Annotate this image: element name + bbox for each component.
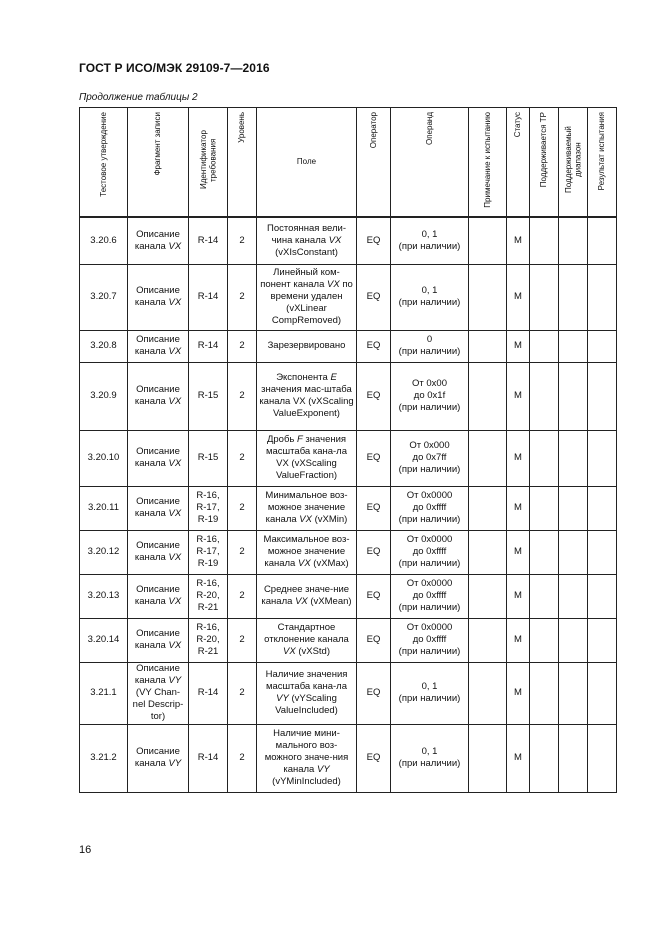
cell-operand: 0, 1 (при наличии)	[391, 724, 469, 792]
cell-field	[257, 530, 357, 574]
cell-assertion: 3.20.8	[80, 330, 128, 362]
fragment-part: VX	[168, 640, 182, 651]
field-part: Стандартное отклонение канала	[264, 622, 349, 645]
header-col-fragment	[128, 108, 189, 218]
header-label: Фрагмент записи	[153, 112, 163, 176]
cell-range	[559, 724, 588, 792]
field-part: Зарезервировано	[267, 340, 346, 351]
header-col-range	[559, 108, 588, 218]
cell-fragment	[128, 618, 189, 662]
cell-result	[588, 662, 617, 724]
requirements-table	[79, 107, 617, 793]
cell-note	[469, 217, 507, 264]
cell-result	[588, 264, 617, 330]
cell-level: 2	[228, 724, 257, 792]
cell-level: 2	[228, 362, 257, 430]
field-part: (vXMean)	[307, 596, 352, 607]
cell-assertion: 3.21.2	[80, 724, 128, 792]
cell-operand: 0, 1 (при наличии)	[391, 662, 469, 724]
cell-result	[588, 530, 617, 574]
fragment-part: VX	[168, 596, 182, 607]
header-label: Примечание к испытанию	[482, 112, 492, 208]
cell-note	[469, 530, 507, 574]
cell-status: M	[507, 362, 530, 430]
field-part: VX	[328, 234, 342, 246]
cell-range	[559, 217, 588, 264]
cell-range	[559, 486, 588, 530]
cell-status: M	[507, 217, 530, 264]
cell-operand: 0, 1 (при наличии)	[391, 264, 469, 330]
cell-req-id: R-15	[189, 362, 228, 430]
cell-range	[559, 618, 588, 662]
header-label: Идентификатор требования	[198, 130, 217, 190]
field-part: F	[296, 434, 303, 445]
cell-field	[257, 264, 357, 330]
fragment-part: VX	[168, 458, 182, 469]
cell-operator: EQ	[357, 618, 391, 662]
fragment-part: Описание канала	[134, 446, 180, 469]
cell-status: M	[507, 486, 530, 530]
cell-note	[469, 330, 507, 362]
cell-fragment	[128, 486, 189, 530]
cell-level: 2	[228, 264, 257, 330]
header-col-field	[257, 108, 357, 218]
header-col-operand	[391, 108, 469, 218]
cell-tp	[530, 330, 559, 362]
fragment-part: VX	[168, 552, 182, 563]
header-label: Результат испытания	[597, 112, 607, 191]
cell-req-id: R-14	[189, 330, 228, 362]
cell-operand: 0, 1 (при наличии)	[391, 217, 469, 264]
field-part: (vXMax)	[310, 558, 349, 569]
fragment-part: Описание канала	[134, 228, 180, 252]
cell-range	[559, 530, 588, 574]
table-row	[80, 724, 617, 792]
field-part: (vYScaling ValueIncluded)	[275, 693, 338, 716]
cell-assertion: 3.20.7	[80, 264, 128, 330]
header-col-note	[469, 108, 507, 218]
cell-field	[257, 486, 357, 530]
fragment-part: Описание канала	[134, 663, 180, 686]
fragment-part: Описание канала	[134, 584, 180, 607]
cell-result	[588, 618, 617, 662]
cell-fragment	[128, 264, 189, 330]
cell-assertion: 3.20.13	[80, 574, 128, 618]
cell-operand: От 0x000 до 0x7ff (при наличии)	[391, 430, 469, 486]
header-label: Уровень	[237, 112, 247, 143]
cell-operand: От 0x00 до 0x1f (при наличии)	[391, 362, 469, 430]
cell-req-id: R-16, R-20, R-21	[189, 574, 228, 618]
cell-req-id: R-16, R-17, R-19	[189, 530, 228, 574]
table-row	[80, 430, 617, 486]
cell-assertion: 3.21.1	[80, 662, 128, 724]
fragment-part: Описание канала	[134, 384, 180, 407]
field-part: Линейный ком-понент канала	[260, 267, 340, 290]
cell-assertion: 3.20.14	[80, 618, 128, 662]
fragment-part: Описание канала	[134, 496, 180, 519]
table-row	[80, 330, 617, 362]
field-part: (vXIsConstant)	[275, 246, 338, 258]
cell-operator: EQ	[357, 662, 391, 724]
cell-fragment	[128, 530, 189, 574]
table-body	[80, 217, 617, 792]
cell-status: M	[507, 618, 530, 662]
cell-note	[469, 618, 507, 662]
cell-level: 2	[228, 530, 257, 574]
cell-tp	[530, 618, 559, 662]
cell-tp	[530, 486, 559, 530]
cell-range	[559, 264, 588, 330]
header-label: Операнд	[424, 112, 434, 145]
fragment-part: VX	[168, 508, 182, 519]
cell-field	[257, 430, 357, 486]
cell-range	[559, 430, 588, 486]
cell-assertion: 3.20.10	[80, 430, 128, 486]
field-part: VX	[297, 558, 311, 569]
cell-level: 2	[228, 574, 257, 618]
table-row	[80, 264, 617, 330]
field-part: Наличие мини-мального воз-можного значе-ния канала	[264, 728, 349, 775]
fragment-part: Описание канала	[134, 540, 180, 563]
cell-tp	[530, 430, 559, 486]
cell-result	[588, 362, 617, 430]
cell-operand: От 0x0000 до 0xffff (при наличии)	[391, 486, 469, 530]
cell-status: M	[507, 264, 530, 330]
field-part: (vYMinIncluded)	[272, 776, 341, 787]
cell-fragment	[128, 724, 189, 792]
fragment-part: Описание канала	[134, 746, 180, 769]
cell-operand: От 0x0000 до 0xffff (при наличии)	[391, 530, 469, 574]
field-part: значения масштаба кана-ла VX (vXScaling ValueFraction)	[265, 434, 348, 481]
cell-status: M	[507, 530, 530, 574]
header-label: Поддерживаемый диапазон	[563, 126, 582, 194]
cell-fragment	[128, 430, 189, 486]
cell-range	[559, 362, 588, 430]
field-part: Постоянная вели-чина канала	[266, 222, 346, 246]
header-col-status	[507, 108, 530, 218]
cell-field	[257, 662, 357, 724]
cell-operator: EQ	[357, 330, 391, 362]
cell-operator: EQ	[357, 530, 391, 574]
field-part: Максимальное воз-можное значение канала	[263, 534, 350, 569]
field-part: VY	[276, 693, 289, 704]
cell-result	[588, 217, 617, 264]
table-row	[80, 486, 617, 530]
field-part: по времени удален (vXLinear CompRemoved)	[270, 279, 353, 326]
header-col-tp	[530, 108, 559, 218]
cell-note	[469, 486, 507, 530]
cell-req-id: R-14	[189, 217, 228, 264]
cell-field	[257, 574, 357, 618]
field-part: VX	[327, 279, 340, 290]
cell-fragment	[128, 662, 189, 724]
cell-operator: EQ	[357, 430, 391, 486]
cell-operand: От 0x0000 до 0xffff (при наличии)	[391, 574, 469, 618]
field-part: Наличие значения масштаба кана-ла	[265, 669, 348, 692]
cell-req-id: R-16, R-17, R-19	[189, 486, 228, 530]
cell-tp	[530, 362, 559, 430]
cell-result	[588, 430, 617, 486]
header-col-req-id	[189, 108, 228, 218]
cell-assertion: 3.20.12	[80, 530, 128, 574]
cell-status: M	[507, 724, 530, 792]
header-col-result	[588, 108, 617, 218]
cell-assertion: 3.20.9	[80, 362, 128, 430]
cell-fragment	[128, 330, 189, 362]
field-part: (vXMin)	[311, 514, 348, 525]
cell-fragment	[128, 217, 189, 264]
fragment-part: VY	[168, 758, 182, 769]
cell-operator: EQ	[357, 217, 391, 264]
cell-req-id: R-14	[189, 724, 228, 792]
cell-req-id: R-16, R-20, R-21	[189, 618, 228, 662]
table-row	[80, 362, 617, 430]
table-header-row	[80, 108, 617, 218]
fragment-part: Описание канала	[134, 628, 180, 651]
field-part: Дробь	[266, 434, 297, 445]
cell-assertion: 3.20.6	[80, 217, 128, 264]
cell-level: 2	[228, 217, 257, 264]
field-part: значения мас-штаба канала VX (vXScaling ValueExponent)	[259, 384, 354, 419]
cell-note	[469, 264, 507, 330]
cell-field	[257, 217, 357, 264]
fragment-part: Описание канала	[134, 334, 180, 357]
cell-range	[559, 574, 588, 618]
cell-result	[588, 574, 617, 618]
cell-tp	[530, 217, 559, 264]
cell-tp	[530, 724, 559, 792]
fragment-part: Описание канала	[134, 285, 180, 308]
cell-status: M	[507, 662, 530, 724]
table-row	[80, 574, 617, 618]
table-row	[80, 662, 617, 724]
cell-level: 2	[228, 486, 257, 530]
table-row	[80, 217, 617, 264]
fragment-part: VX	[168, 297, 182, 308]
cell-field	[257, 618, 357, 662]
cell-req-id: R-15	[189, 430, 228, 486]
header-label: Статус	[513, 112, 523, 138]
fragment-part: VX	[168, 346, 182, 357]
field-part: Среднее значе-ние канала	[261, 584, 350, 607]
table-continuation-caption: Продолжение таблицы 2	[79, 92, 198, 103]
cell-note	[469, 574, 507, 618]
header-label: Тестовое утверждение	[98, 112, 108, 197]
field-part: VY	[316, 764, 330, 775]
cell-level: 2	[228, 618, 257, 662]
cell-note	[469, 662, 507, 724]
cell-operand: 0 (при наличии)	[391, 330, 469, 362]
cell-level: 2	[228, 662, 257, 724]
field-part: (vXStd)	[295, 646, 330, 657]
cell-result	[588, 486, 617, 530]
cell-level: 2	[228, 430, 257, 486]
cell-result	[588, 724, 617, 792]
cell-tp	[530, 530, 559, 574]
cell-fragment	[128, 574, 189, 618]
cell-note	[469, 362, 507, 430]
cell-req-id: R-14	[189, 662, 228, 724]
header-label: Поддерживается ТР	[539, 112, 549, 188]
cell-field	[257, 330, 357, 362]
header-col-assertion	[80, 108, 128, 218]
cell-note	[469, 724, 507, 792]
table-row	[80, 530, 617, 574]
cell-operator: EQ	[357, 724, 391, 792]
header-label: Поле	[296, 157, 317, 166]
field-part: Экспонента	[276, 372, 331, 383]
cell-tp	[530, 574, 559, 618]
page-number: 16	[79, 844, 92, 856]
fragment-part: (VY Chan-nel Descrip-tor)	[132, 687, 184, 722]
cell-status: M	[507, 574, 530, 618]
field-part: VX	[299, 514, 312, 525]
cell-operator: EQ	[357, 574, 391, 618]
cell-result	[588, 330, 617, 362]
document-header: ГОСТ Р ИСО/МЭК 29109-7—2016	[79, 61, 270, 75]
cell-operator: EQ	[357, 264, 391, 330]
header-col-operator	[357, 108, 391, 218]
fragment-part: VX	[168, 396, 182, 407]
header-label: Оператор	[368, 112, 378, 149]
field-part: E	[330, 372, 337, 383]
cell-level: 2	[228, 330, 257, 362]
cell-range	[559, 662, 588, 724]
cell-tp	[530, 264, 559, 330]
cell-operand: От 0x0000 до 0xffff (при наличии)	[391, 618, 469, 662]
cell-status: M	[507, 330, 530, 362]
cell-operator: EQ	[357, 486, 391, 530]
cell-fragment	[128, 362, 189, 430]
fragment-part: VY	[168, 675, 182, 686]
table-row	[80, 618, 617, 662]
field-part: VX	[283, 646, 296, 657]
cell-tp	[530, 662, 559, 724]
cell-field	[257, 362, 357, 430]
cell-range	[559, 330, 588, 362]
cell-assertion: 3.20.11	[80, 486, 128, 530]
field-part: Минимальное воз-можное значение канала	[265, 490, 348, 525]
header-col-level	[228, 108, 257, 218]
cell-note	[469, 430, 507, 486]
cell-status: M	[507, 430, 530, 486]
fragment-part: VX	[168, 240, 182, 252]
cell-field	[257, 724, 357, 792]
field-part: VX	[295, 596, 308, 607]
cell-operator: EQ	[357, 362, 391, 430]
cell-req-id: R-14	[189, 264, 228, 330]
